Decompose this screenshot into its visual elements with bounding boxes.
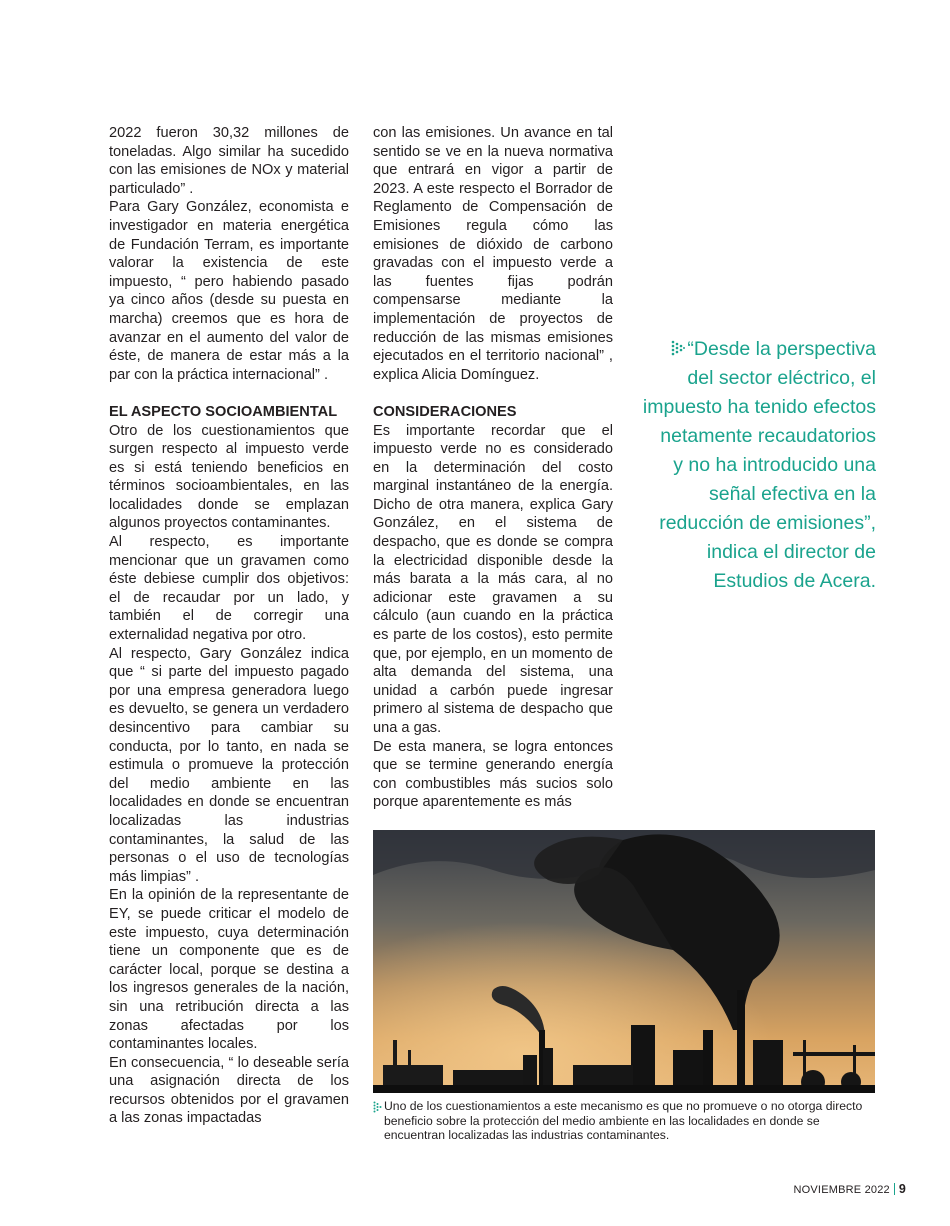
paragraph: Otro de los cuestionamientos que surgen respecto al impuesto verde es si está teniendo beneficios en términos socioambientales, en las localidades donde se emplazan algunos proyectos contaminantes. <box>109 422 349 532</box>
pull-quote-line: indica el director de <box>706 541 876 563</box>
paragraph: Al respecto, Gary González indica que “ si parte del impuesto pagado por una empresa generadora luego es devuelto, se genera un verdadero desincentivo para cambiar su conducta, por lo tanto, en nada se estimula o promueve la protección del medio ambiente en las localidades en donde se encuentran localizadas las industrias contaminantes, la salud de las personas o el uso de tecnologías más limpias” . <box>109 645 349 885</box>
pull-quote-line: del sector eléctrico, el <box>687 367 876 389</box>
paragraph: Para Gary González, economista e investigador en materia energética de Fundación Terram, es importante valorar la existencia de este impuesto, “ pero habiendo pasado ya cinco años (desde su puesta en marcha) creemos que es hora de avanzar en el aumento del valor de éste, de manera de estar más a la par con la práctica internacional” . <box>109 199 349 383</box>
paragraph: con las emisiones. Un avance en tal sentido se ve en la nueva normativa que entrará en vigor a partir de 2023. A este respecto el Borrador de Reglamento de Compensación de Emisiones regula cómo las emisiones de dióxido de carbono gravadas con el impuesto verde a las fuentes fijas podrán compensarse mediante la implementación de proyectos de reducción de las mismas emisiones ejecutados en el territorio nacional” , explica Alicia Domínguez. <box>373 125 613 383</box>
quote-dots-icon <box>671 340 685 356</box>
pull-quote-line: y no ha introducido una <box>673 454 876 476</box>
paragraph: En la opinión de la representante de EY, se puede criticar el modelo de este impuesto, cuya determinación tiene un componente que es de carácter local, porque se destina a los ingresos generales de la nación, sin una retribución directa a las zonas afectadas por los contaminantes locales. <box>109 887 349 1053</box>
pull-quote-line: señal efectiva en la <box>709 483 876 505</box>
page-footer <box>794 1182 907 1196</box>
article-column-middle <box>373 124 613 812</box>
footer-divider <box>894 1183 895 1195</box>
section-heading: CONSIDERACIONES <box>373 403 517 420</box>
issue-date: NOVIEMBRE 2022 <box>793 1184 890 1196</box>
paragraph: Es importante recordar que el impuesto verde no es considerado en la determinación del costo marginal instantáneo de la energía. Dicho de otra manera, explica Gary González, en el sistema de despacho, que es donde se compra la electricidad disponible desde la más barata a la más cara, al no adicionar este gravamen a su cálculo (aun cuando en la práctica es parte de los costos), esto permite que, por ejemplo, en un momento de alta demanda del sistema, una unidad a carbón puede ingresar primero al sistema de despacho que una a gas. <box>373 422 613 736</box>
page-number: 9 <box>898 1182 906 1196</box>
photo-caption <box>373 1099 878 1143</box>
paragraph: Al respecto, es importante mencionar que un gravamen como éste debiese cumplir dos objetivos: el de recaudar por un lado, y también el de corregir una externalidad negativa por otro. <box>109 534 349 644</box>
pull-quote-line: netamente recaudatorios <box>660 425 876 447</box>
industrial-smokestacks-photo <box>373 830 875 1093</box>
pull-quote-line: impuesto ha tenido efectos <box>642 396 876 418</box>
article-column-left <box>109 124 349 1128</box>
paragraph: En consecuencia, “ lo deseable sería una asignación directa de los recursos obtenidos por el gravamen a las zonas impactadas <box>109 1054 349 1127</box>
pull-quote <box>636 335 876 596</box>
paragraph: 2022 fueron 30,32 millones de toneladas. Algo similar ha sucedido con las emisiones de NOx y material particulado” . <box>109 125 349 197</box>
caption-dots-icon <box>373 1101 383 1113</box>
caption-text: Uno de los cuestionamientos a este mecanismo es que no promueve o no otorga directo beneficio sobre la protección del medio ambiente en las localidades en donde se encuentran localizadas las industrias contaminantes. <box>384 1099 863 1143</box>
pull-quote-line: reducción de emisiones”, <box>659 512 876 534</box>
section-heading: EL ASPECTO SOCIOAMBIENTAL <box>109 403 338 420</box>
pull-quote-line: Estudios de Acera. <box>713 570 876 592</box>
paragraph: De esta manera, se logra entonces que se termine generando energía con combustibles más sucios solo porque aparentemente es más <box>373 738 613 811</box>
pull-quote-line: “Desde la perspectiva <box>636 335 876 364</box>
